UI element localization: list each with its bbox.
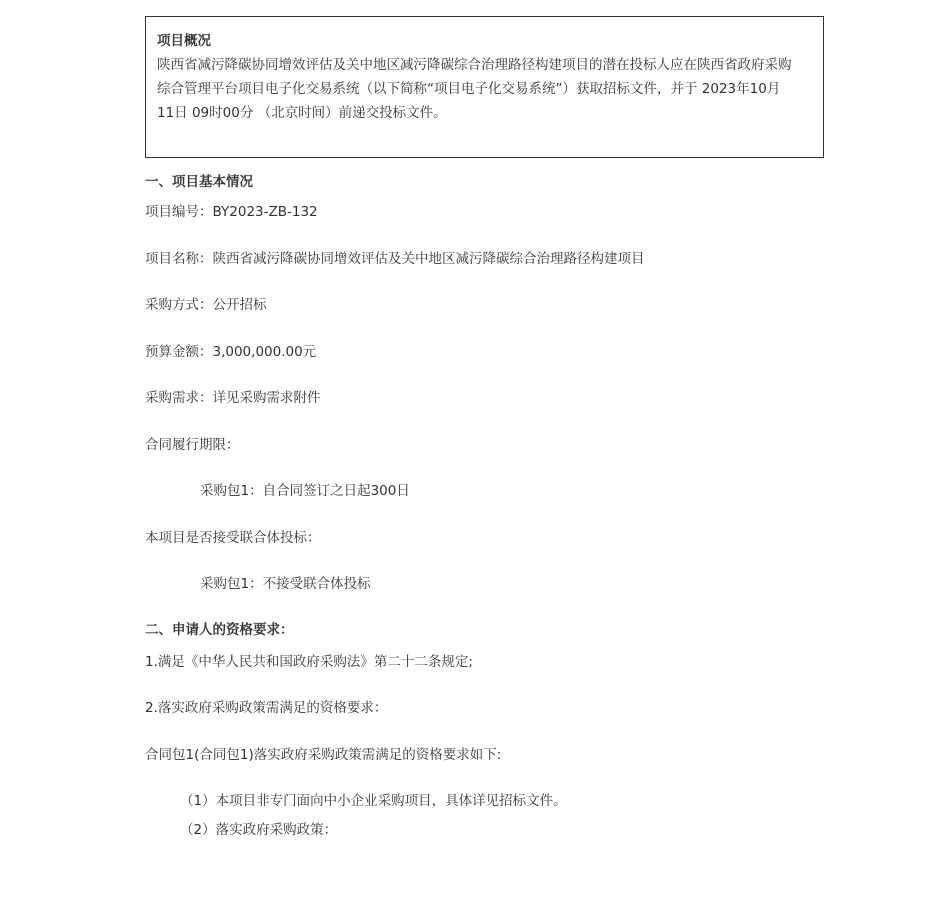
project-number: 项目编号：BY2023-ZB-132 xyxy=(145,204,318,220)
section-basic-info-heading: 一、项目基本情况 xyxy=(145,174,253,190)
qualification-item-2: 2.落实政府采购政策需满足的资格要求： xyxy=(145,700,388,716)
qualification-item-1: 1.满足《中华人民共和国政府采购法》第二十二条规定; xyxy=(145,654,473,670)
overview-title: 项目概况 xyxy=(157,33,211,49)
overview-line-1: 陕西省减污降碳协同增效评估及关中地区减污降碳综合治理路径构建项目的潜在投标人应在陕西省政府采购 xyxy=(157,57,792,73)
contract-period-label: 合同履行期限： xyxy=(145,437,240,453)
overview-line-3: 11日 09时00分 （北京时间）前递交投标文件。 xyxy=(157,105,447,121)
document-page xyxy=(145,16,825,840)
policy-sub-item-1: （1）本项目非专门面向中小企业采购项目，具体详见招标文件。 xyxy=(180,793,567,809)
consortium-package-1: 采购包1：不接受联合体投标 xyxy=(200,576,371,592)
project-name: 项目名称：陕西省减污降碳协同增效评估及关中地区减污降碳综合治理路径构建项目 xyxy=(145,251,645,267)
procurement-requirements: 采购需求：详见采购需求附件 xyxy=(145,390,321,406)
budget-amount: 预算金额：3,000,000.00元 xyxy=(145,344,317,360)
consortium-label: 本项目是否接受联合体投标： xyxy=(145,530,321,546)
project-overview-box xyxy=(145,16,824,158)
contract-package-1-requirements: 合同包1(合同包1)落实政府采购政策需满足的资格要求如下: xyxy=(145,747,502,763)
contract-period-package-1: 采购包1：自合同签订之日起300日 xyxy=(200,483,410,499)
procurement-method: 采购方式：公开招标 xyxy=(145,297,267,313)
section-qualification-heading: 二、申请人的资格要求： xyxy=(145,622,294,638)
policy-sub-item-2: （2）落实政府采购政策： xyxy=(180,822,338,838)
overview-line-2: 综合管理平台项目电子化交易系统（以下简称“项目电子化交易系统”）获取招标文件，并于 2023年10月 xyxy=(157,81,781,97)
